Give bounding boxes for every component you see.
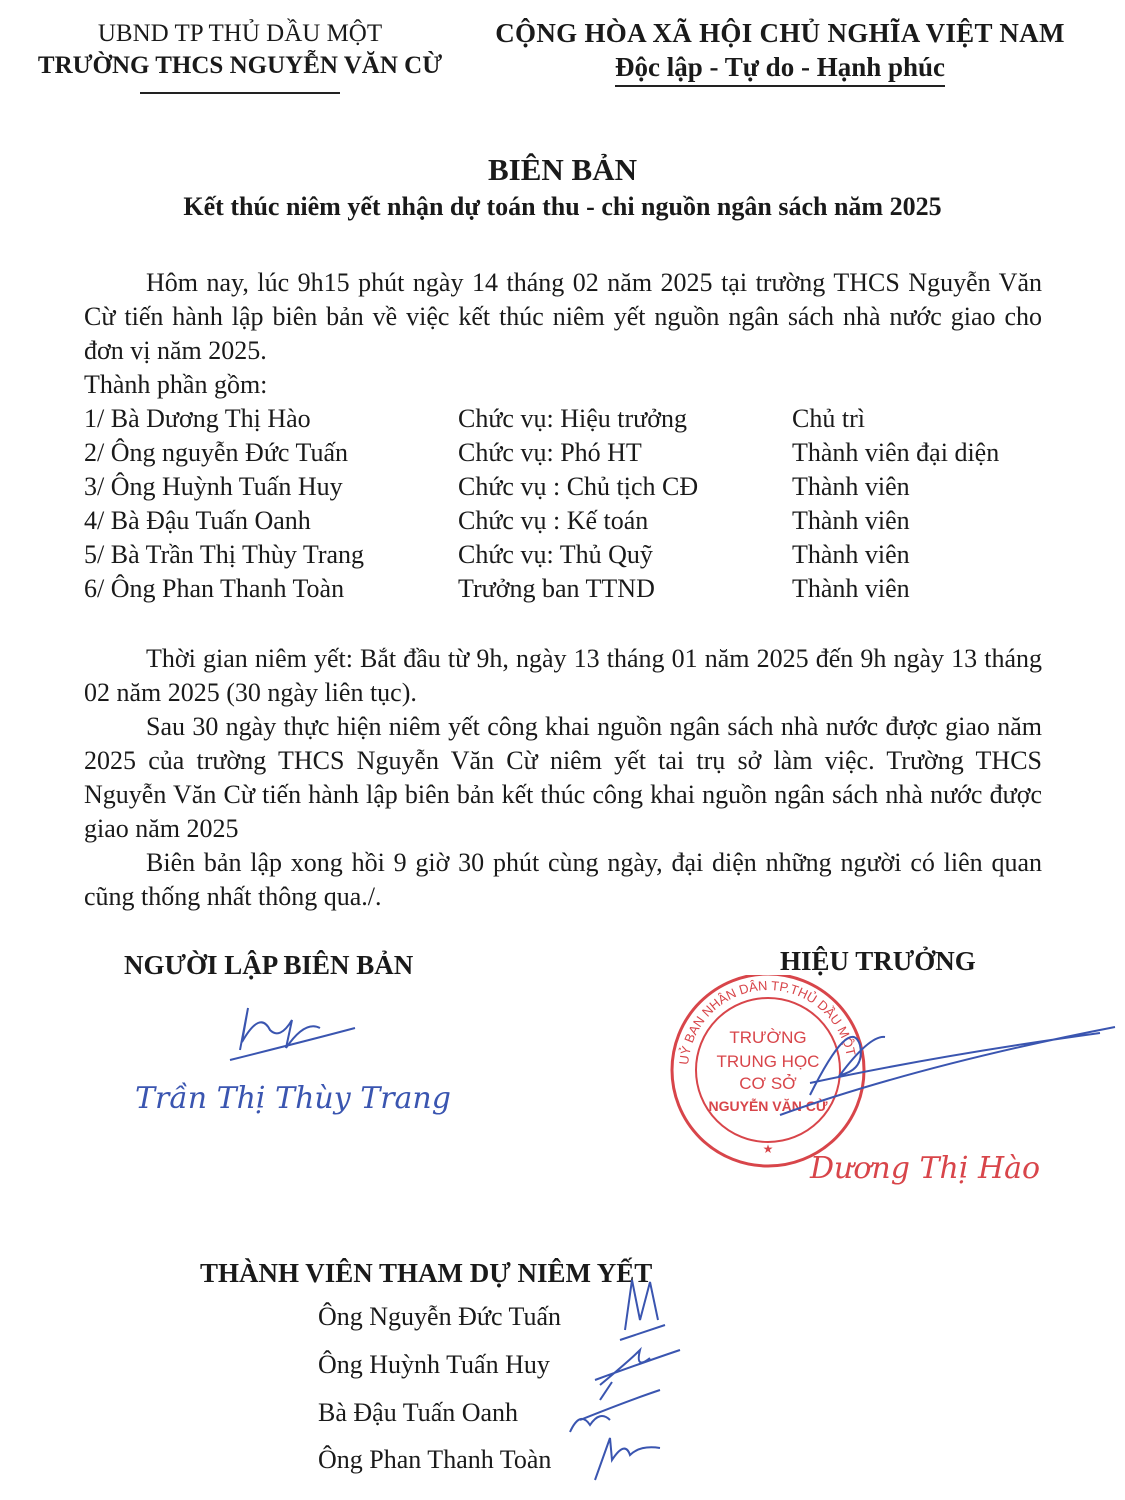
member-role: Thành viên bbox=[792, 506, 910, 535]
signature-stroke bbox=[620, 1280, 665, 1340]
principal-heading: HIỆU TRƯỞNG bbox=[780, 946, 976, 976]
stamp-line: TRƯỜNG bbox=[729, 1028, 807, 1047]
motto: Độc lập - Tự do - Hạnh phúc bbox=[615, 50, 945, 87]
issuing-authority bbox=[20, 18, 460, 94]
signature-stroke bbox=[570, 1382, 660, 1432]
member-name: 2/ Ông nguyễn Đức Tuấn bbox=[84, 438, 348, 467]
attendee-name: Bà Đậu Tuấn Oanh bbox=[318, 1398, 519, 1427]
member-name: 5/ Bà Trần Thị Thùy Trang bbox=[84, 540, 365, 569]
member-position: Trưởng ban TTND bbox=[458, 574, 655, 603]
member-row bbox=[84, 572, 1084, 606]
member-row bbox=[84, 436, 1084, 470]
member-name: 4/ Bà Đậu Tuấn Oanh bbox=[84, 506, 311, 535]
principal-name: Dương Thị Hào bbox=[810, 1151, 1041, 1186]
member-role: Chủ trì bbox=[792, 404, 865, 433]
stamp-star-icon: ★ bbox=[762, 1142, 774, 1156]
member-position: Chức vụ : Chủ tịch CĐ bbox=[458, 472, 699, 501]
posting-time-paragraph: Thời gian niêm yết: Bắt đầu từ 9h, ngày 13 tháng 01 năm 2025 đến 9h ngày 13 tháng 02 năm 2025 (30 ngày liên tục). bbox=[84, 644, 1042, 707]
member-role: Thành viên bbox=[792, 472, 910, 501]
signature-stroke bbox=[230, 1008, 355, 1060]
member-row bbox=[84, 538, 1084, 572]
member-name: 1/ Bà Dương Thị Hào bbox=[84, 404, 311, 433]
national-heading bbox=[480, 16, 1080, 87]
stamp-outer-text: UỶ BAN NHÂN DÂN TP.THỦ DẦU MỘT bbox=[676, 977, 859, 1066]
member-role: Thành viên bbox=[792, 574, 910, 603]
preparer-signature bbox=[130, 990, 460, 1130]
attendee-signatures bbox=[540, 1270, 700, 1490]
member-name: 3/ Ông Huỳnh Tuấn Huy bbox=[84, 472, 343, 501]
attendee-name: Ông Huỳnh Tuấn Huy bbox=[318, 1350, 550, 1379]
member-position: Chức vụ : Kế toán bbox=[458, 506, 649, 535]
school-stamp bbox=[660, 975, 1125, 1200]
member-row bbox=[84, 504, 1084, 538]
member-row bbox=[84, 470, 1084, 504]
signature-stroke bbox=[595, 1350, 680, 1385]
document-subtitle: Kết thúc niêm yết nhận dự toán thu - chi nguồn ngân sách năm 2025 bbox=[183, 192, 942, 221]
stamp-line: CƠ SỞ bbox=[739, 1074, 797, 1093]
attendee-name: Ông Nguyễn Đức Tuấn bbox=[318, 1302, 562, 1331]
school-name: TRƯỜNG THCS NGUYỄN VĂN CỪ bbox=[37, 52, 443, 79]
member-role: Thành viên đại diện bbox=[792, 438, 1000, 467]
member-position: Chức vụ: Phó HT bbox=[458, 438, 642, 467]
member-position: Chức vụ: Hiệu trưởng bbox=[458, 404, 687, 433]
member-name: 6/ Ông Phan Thanh Toàn bbox=[84, 574, 345, 603]
country-name: CỘNG HÒA XÃ HỘI CHỦ NGHĨA VIỆT NAM bbox=[495, 18, 1065, 48]
authority-name: UBND TP THỦ DẦU MỘT bbox=[97, 20, 383, 47]
member-row bbox=[84, 402, 1084, 436]
intro-paragraph: Hôm nay, lúc 9h15 phút ngày 14 tháng 02 năm 2025 tại trường THCS Nguyễn Văn Cừ tiến hành lập biên bản về việc kết thúc niêm yết nguồn ngân sách nhà nước giao cho đơn vị năm 2025. bbox=[84, 268, 1042, 365]
members-label: Thành phần gồm: bbox=[84, 370, 268, 399]
attendees-heading: THÀNH VIÊN THAM DỰ NIÊM YẾT bbox=[200, 1258, 653, 1288]
signature-stroke bbox=[595, 1438, 660, 1480]
member-role: Thành viên bbox=[792, 540, 910, 569]
preparer-name: Trần Thị Thùy Trang bbox=[135, 1081, 451, 1116]
member-position: Chức vụ: Thủ Quỹ bbox=[458, 540, 653, 569]
preparer-heading: NGƯỜI LẬP BIÊN BẢN bbox=[124, 950, 414, 980]
document-title: BIÊN BẢN bbox=[487, 152, 637, 187]
closing-paragraph: Biên bản lập xong hồi 9 giờ 30 phút cùng ngày, đại diện những người có liên quan cũng thống nhất thông qua./. bbox=[84, 848, 1042, 911]
authority-underline bbox=[140, 92, 340, 94]
stamp-line: NGUYỄN VĂN CỪ bbox=[708, 1098, 828, 1114]
principal-signature-stroke bbox=[780, 1027, 1115, 1115]
after-posting-paragraph: Sau 30 ngày thực hiện niêm yết công khai nguồn ngân sách nhà nước được giao năm 2025 của trường THCS Nguyễn Văn Cừ niêm yết tai trụ sở làm việc. Trường THCS Nguyễn Văn Cừ tiến hành lập biên bản kết thúc công khai nguồn ngân sách nhà nước được giao năm 2025 bbox=[84, 712, 1042, 843]
attendee-name: Ông Phan Thanh Toàn bbox=[318, 1445, 552, 1474]
stamp-line: TRUNG HỌC bbox=[716, 1052, 820, 1071]
